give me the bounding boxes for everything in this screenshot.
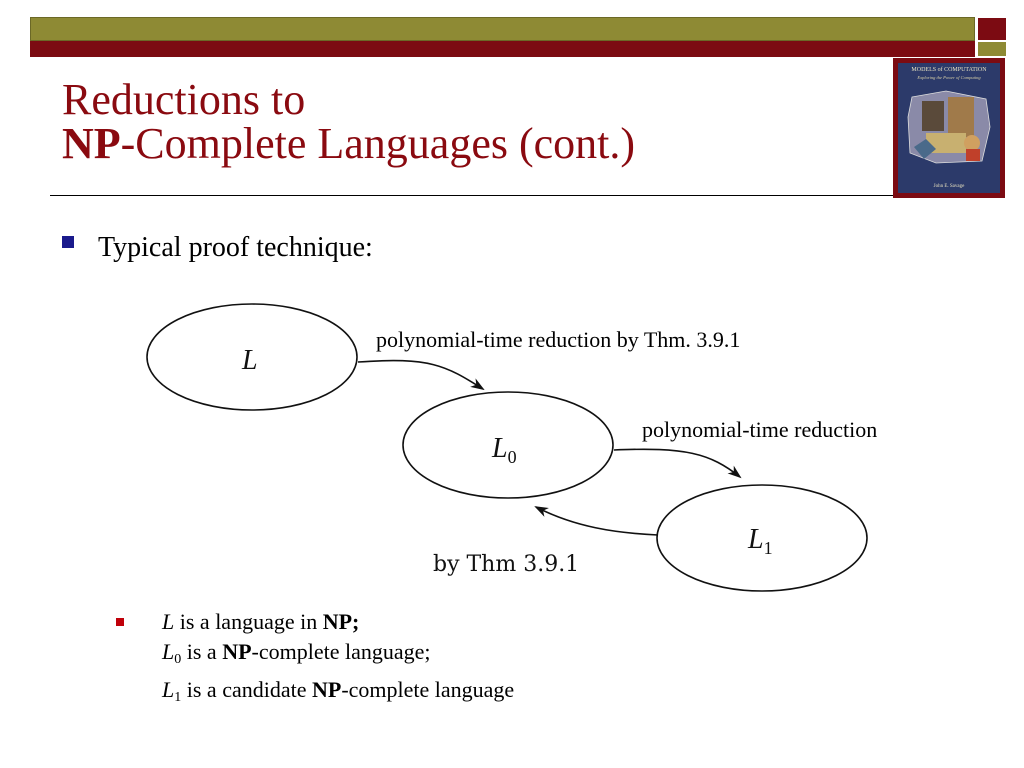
edge-label-l0-to-l1: polynomial-time reduction xyxy=(642,417,878,442)
sub-bullet-line-3 xyxy=(162,675,514,713)
line2-text-2: -complete language; xyxy=(251,639,431,664)
node-L0-label xyxy=(491,433,517,467)
book-cover-subtitle: Exploring the Power of Computing xyxy=(917,75,981,80)
node-L0-ellipse xyxy=(403,392,613,498)
node-L0-sub: 0 xyxy=(507,447,517,467)
line1-text: is a language in xyxy=(174,609,323,634)
line3-text-2: -complete language xyxy=(341,677,515,702)
top-decor-square-red xyxy=(977,17,1007,41)
sub-bullet-text xyxy=(162,607,514,713)
edge-label-l1-to-l0: by Thm 3.9.1 xyxy=(433,552,580,577)
top-decor-square-olive xyxy=(977,41,1007,57)
arrow-L-to-L0 xyxy=(358,361,483,389)
title-line-1: Reductions to xyxy=(62,75,306,124)
book-cover-illustration xyxy=(906,87,992,165)
var-L1: L xyxy=(162,677,175,702)
book-cover-inner xyxy=(898,63,1000,193)
main-bullet-text: Typical proof technique: xyxy=(98,232,373,263)
line3-bold: NP xyxy=(311,677,342,702)
sub-bullet-marker xyxy=(116,618,124,626)
var-L0: L xyxy=(162,639,175,664)
var-L1-sub: 1 xyxy=(174,690,182,705)
arrow-L1-to-L0 xyxy=(536,507,658,535)
line1-bold: NP; xyxy=(322,609,360,634)
top-decor-bar-red xyxy=(30,41,975,57)
top-decor-bar-olive xyxy=(30,17,975,41)
line2-bold: NP xyxy=(222,639,252,664)
var-L0-sub: 0 xyxy=(174,652,182,667)
var-L: L xyxy=(162,609,175,634)
node-L1-sub: 1 xyxy=(763,538,773,558)
node-L0-var: L xyxy=(492,433,508,464)
title-np: NP xyxy=(62,119,121,168)
title-line-2 xyxy=(62,119,636,168)
sub-bullet-line-2 xyxy=(162,637,514,675)
book-cover-image xyxy=(893,58,1005,198)
book-cover-author: John E. Savage xyxy=(933,184,965,189)
node-L1-var: L xyxy=(748,524,764,555)
arrow-L0-to-L1 xyxy=(614,449,740,477)
main-bullet-marker xyxy=(62,236,74,248)
node-L-label: L xyxy=(242,345,258,376)
title-divider xyxy=(50,195,895,196)
slide-title xyxy=(62,75,636,168)
book-cover-title: MODELS of COMPUTATION xyxy=(911,67,987,73)
node-L1-label xyxy=(747,524,773,558)
sub-bullet-line-1 xyxy=(162,607,514,637)
line3-text-1: is a candidate xyxy=(181,677,312,702)
line2-text-1: is a xyxy=(181,639,223,664)
edge-label-l-to-l0: polynomial-time reduction by Thm. 3.9.1 xyxy=(376,327,741,352)
title-line-2-rest: -Complete Languages (cont.) xyxy=(120,119,636,168)
